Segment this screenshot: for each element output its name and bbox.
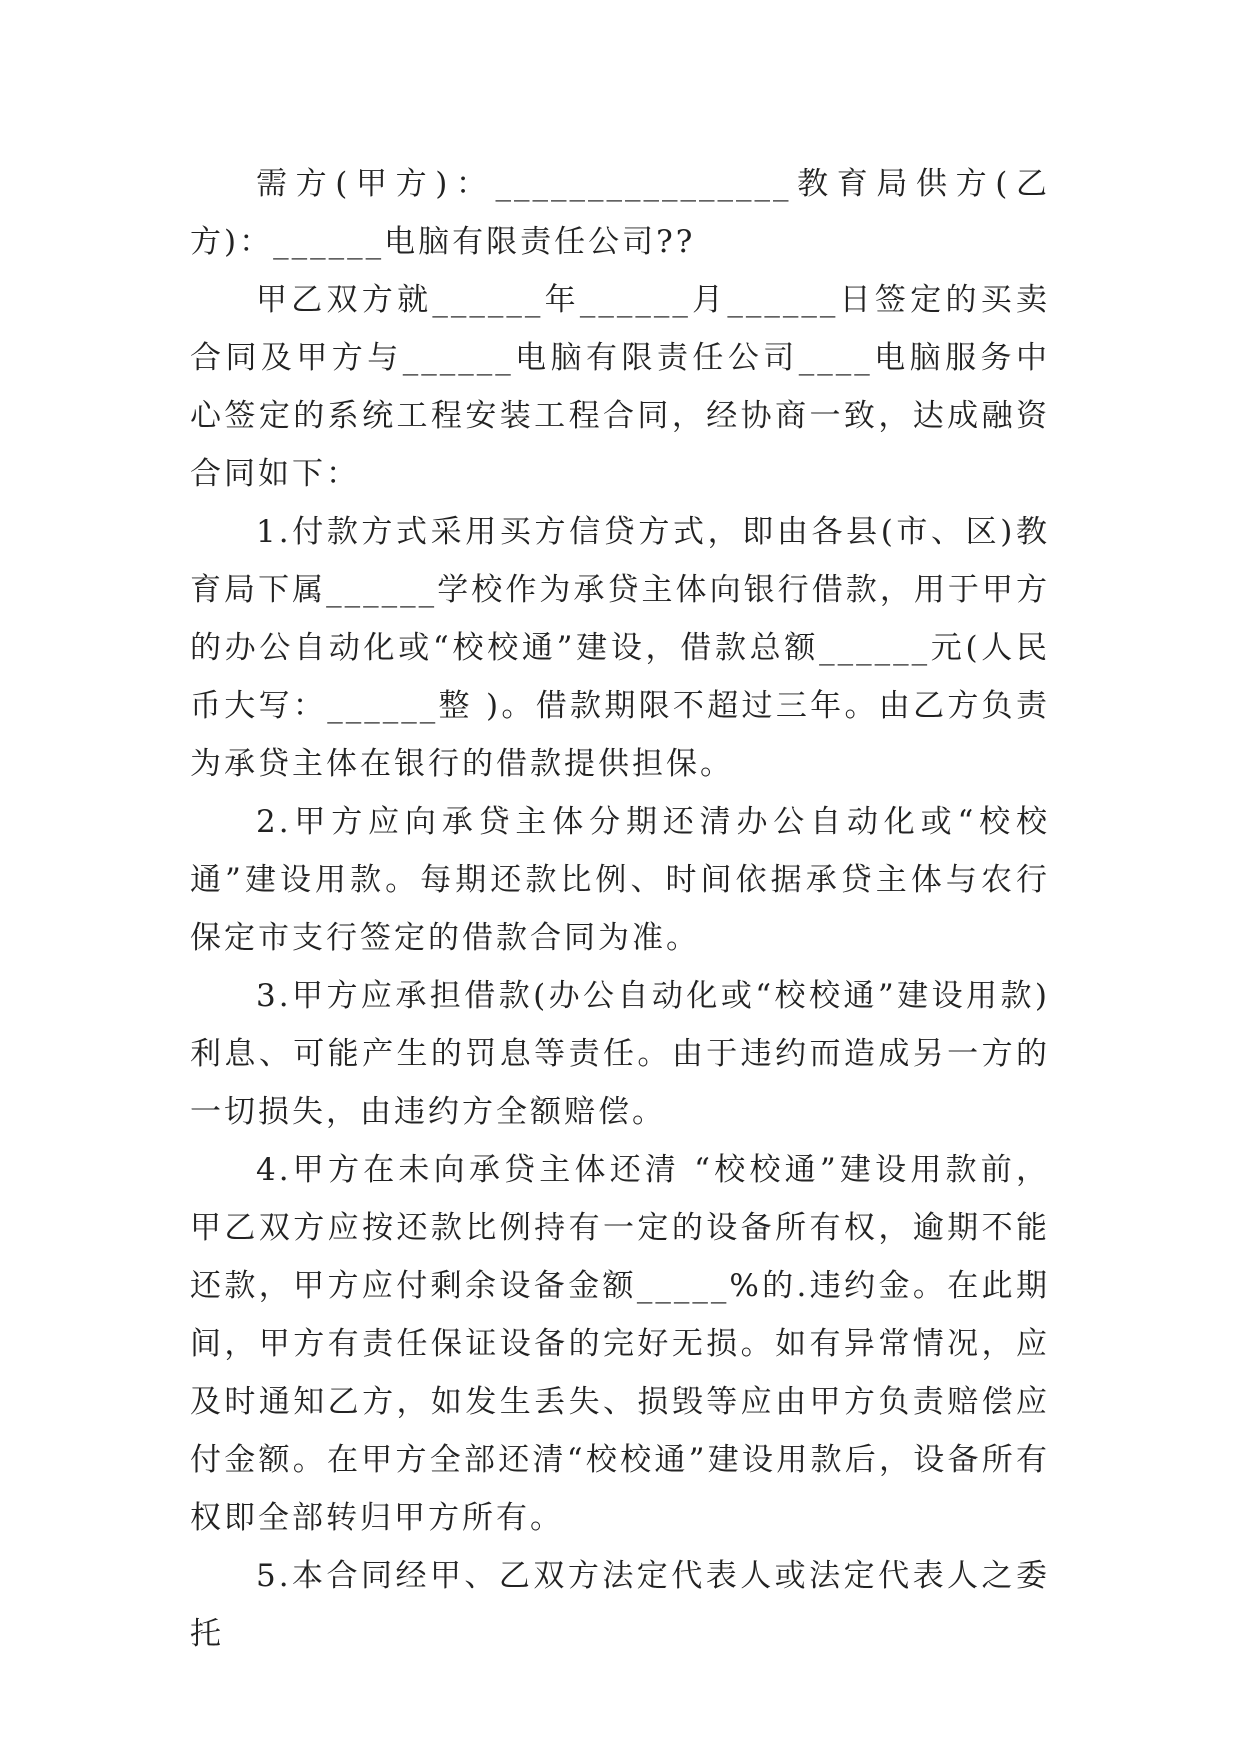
parties-paragraph: 需方(甲方)：________________教育局供方(乙方)：______电脑有限责任公司??: [190, 166, 1050, 260]
clause-4-paragraph: 4.甲方在未向承贷主体还清 “校校通”建设用款前，甲乙双方应按还款比例持有一定的设备所有权，逾期不能还款，甲方应付剩余设备金额_____%的.违约金。在此期间，甲方有责任保证设备的完好无损。如有异常情况，应及时通知乙方，如发生丢失、损毁等应由甲方负责赔偿应付金额。在甲方全部还清“校校通”建设用款后，设备所有权即全部转归甲方所有。: [190, 1152, 1050, 1536]
preamble-paragraph: 甲乙双方就______年______月______日签定的买卖合同及甲方与______电脑有限责任公司____电脑服务中心签定的系统工程安装工程合同，经协商一致，达成融资合同如下：: [190, 282, 1050, 492]
clause-2-paragraph: 2.甲方应向承贷主体分期还清办公自动化或“校校通”建设用款。每期还款比例、时间依据承贷主体与农行保定市支行签定的借款合同为准。: [190, 804, 1050, 956]
contract-page: [190, 155, 1050, 1663]
clause-3-paragraph: 3.甲方应承担借款(办公自动化或“校校通”建设用款)利息、可能产生的罚息等责任。由于违约而造成另一方的一切损失，由违约方全额赔偿。: [190, 978, 1050, 1130]
clause-1-paragraph: 1.付款方式采用买方信贷方式，即由各县(市、区)教育局下属______学校作为承贷主体向银行借款，用于甲方的办公自动化或“校校通”建设，借款总额______元(人民币大写：______整 )。借款期限不超过三年。由乙方负责为承贷主体在银行的借款提供担保。: [190, 514, 1050, 782]
clause-5-paragraph: 5.本合同经甲、乙双方法定代表人或法定代表人之委托: [190, 1558, 1050, 1652]
